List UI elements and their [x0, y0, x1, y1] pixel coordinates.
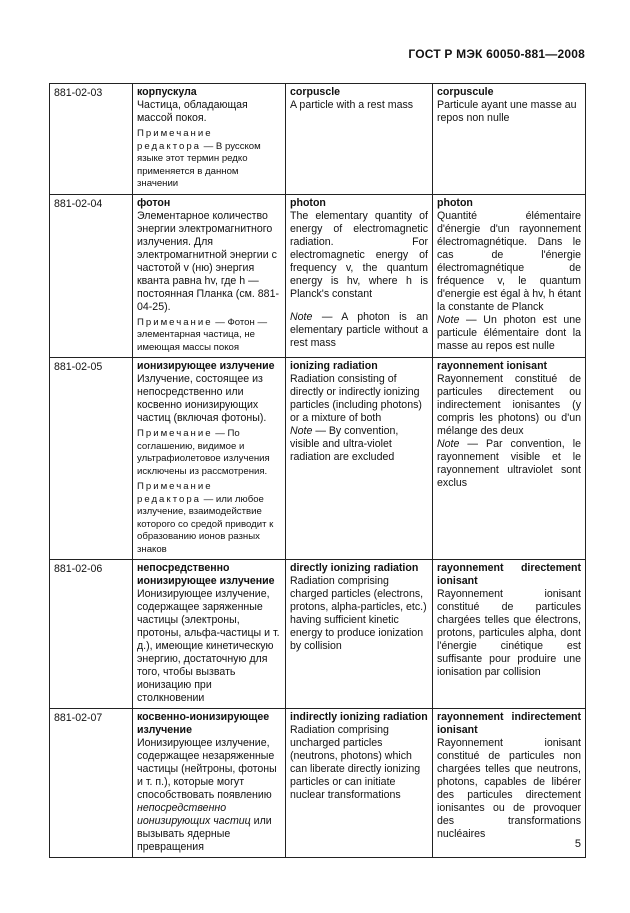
french-cell [433, 358, 586, 560]
french-definition: Particule ayant une masse au repos non nulle [437, 99, 577, 124]
russian-definition: Ионизирующее излучение, содержащее заряженные частицы (электроны, протоны, альфа-частицы и т. д.), имеющие кинетическую энергию, достаточную для того, чтобы вызвать ионизацию при столкновении [137, 588, 280, 704]
term-code: 881-02-07 [50, 709, 133, 858]
note-text: — В русском языке этот термин редко применяется в данном значении [137, 140, 261, 189]
french-term: rayonnement directement ionisant [437, 562, 581, 587]
note-label: Note [290, 425, 313, 437]
french-term: corpuscule [437, 86, 494, 98]
russian-term: корпускула [137, 86, 197, 98]
russian-definition [137, 737, 281, 854]
russian-cell [133, 560, 286, 709]
russian-cell [133, 709, 286, 858]
term-code: 881-02-05 [50, 358, 133, 560]
russian-note [137, 317, 281, 355]
document-header: ГОСТ Р МЭК 60050-881—2008 [408, 47, 585, 61]
english-definition: A particle with a rest mass [290, 99, 414, 111]
english-cell [286, 709, 433, 858]
english-cell [286, 560, 433, 709]
french-cell [433, 560, 586, 709]
english-term: ionizing radiation [290, 360, 378, 372]
english-term: indirectly ionizing radiation [290, 711, 428, 723]
french-cell [433, 84, 586, 195]
definition-text-end: или вызывать ядерные превращения [137, 815, 272, 853]
french-term: photon [437, 196, 473, 209]
french-definition: Rayonnement constitué de particules directement ou indirectement ionisantes (y compris les photons) ou d'un mélange des deux [437, 373, 581, 437]
russian-term: ионизирующее излучение [137, 360, 275, 372]
term-code: 881-02-03 [50, 84, 133, 195]
english-note [290, 311, 428, 350]
table-row [50, 709, 586, 858]
note-label: Note [437, 313, 460, 326]
note-label: Примечание редактора [137, 481, 213, 505]
english-term: directly ionizing radiation [290, 562, 419, 574]
french-note [437, 314, 581, 353]
french-definition: Rayonnement ionisant constitué de particules non chargées telles que neutrons, photons, capables de libérer des particules directement ionisantes ou de provoquer des transformations nucléaires [437, 737, 581, 840]
note-text: — По соглашению, видимое и ультрафиолетовое излучения исключены из рассмотрения. [137, 428, 270, 477]
french-cell [433, 709, 586, 858]
french-term: rayonnement ionisant [437, 360, 548, 372]
note-text: — By convention, visible and ultra-violet radiation are excluded [290, 425, 399, 463]
russian-note [137, 128, 281, 191]
russian-definition: Излучение, состоящее из непосредственно или косвенно ионизирующих частиц (включая фотоны). [137, 373, 267, 424]
french-cell [433, 194, 586, 358]
definition-text: Ионизирующее излучение, содержащее незаряженные частицы (нейтроны, фотоны и т. п.), которые могут способствовать появлению [137, 737, 277, 801]
english-definition: Radiation comprising charged particles (electrons, protons, alpha-particles, etc.) having sufficient kinetic energy to produce ionization by collision [290, 575, 427, 652]
note-text: — или любое излучение, взаимодействие которого со средой приводит к образованию ионов разных знаков [137, 493, 274, 555]
russian-term: косвенно-ионизирующее излучение [137, 711, 270, 736]
note-text: — A photon is an elementary particle without a rest mass [290, 310, 428, 349]
french-definition: Quantité élémentaire d'énergie d'un rayonnement électromagnétique. Dans le cas de l'énergie électromagnétique de fréquence v, le quantum d'energie est égal à hv, h étant la constante de Planck [437, 209, 581, 313]
french-note [437, 438, 581, 490]
page-number: 5 [574, 838, 581, 850]
term-code: 881-02-04 [50, 194, 133, 358]
russian-note [137, 428, 281, 478]
english-definition: The elementary quantity of energy of electromagnetic radiation. For electromagnetic energy of frequency v, the quantum energy is hv, where h is Planck's constant [290, 209, 428, 300]
english-cell [286, 84, 433, 195]
russian-cell [133, 358, 286, 560]
table-row [50, 358, 586, 560]
note-label: Примечание редактора [137, 128, 213, 152]
note-label: Примечание [137, 428, 213, 439]
table-row [50, 84, 586, 195]
table-row [50, 194, 586, 358]
english-note [290, 425, 428, 464]
terminology-table [49, 83, 586, 858]
note-text: — Un photon est une particule élémentaire dont la masse au repos est nulle [437, 313, 581, 352]
english-term: corpuscle [290, 86, 341, 98]
russian-definition: Частица, обладающая массой покоя. [137, 99, 248, 124]
table-row [50, 560, 586, 709]
definition-emphasis: непосредственно ионизирующих частиц [137, 802, 251, 827]
note-text: — Фотон — элементарная частица, не имеющая массы покоя [137, 316, 268, 353]
french-term: rayonnement indirectement ionisant [437, 711, 581, 736]
note-label: Note [290, 310, 313, 323]
russian-term: непосредственно ионизирующее излучение [137, 562, 275, 587]
english-term: photon [290, 196, 326, 209]
russian-term: фотон [137, 196, 171, 209]
english-cell [286, 194, 433, 358]
english-definition: Radiation comprising uncharged particles (neutrons, photons) which can liberate directly ionizing particles or can initiate nuclear transformations [290, 724, 421, 801]
english-cell [286, 358, 433, 560]
english-definition: Radiation consisting of directly or indirectly ionizing particles (including photons) or a mixture of both [290, 373, 422, 424]
russian-cell [133, 84, 286, 195]
french-definition: Rayonnement ionisant constitué de particules chargées telles que électrons, protons, particules alpha, dont l'énergie cinétique est suffisante pour produire une ionisation par collision [437, 588, 581, 678]
note-label: Note [437, 438, 460, 450]
note-text: — Par convention, le rayonnement visible et le rayonnement ultraviolet sont exclus [437, 438, 581, 489]
russian-cell [133, 194, 286, 358]
note-label: Примечание [137, 316, 213, 328]
russian-definition: Элементарное количество энергии электромагнитного излучения. Для электромагнитной энергии с частотой v (ню) энергия кванта равна hv, где h — постоянная Планка (см. 881-04-25). [137, 209, 279, 313]
term-code: 881-02-06 [50, 560, 133, 709]
russian-editor-note [137, 481, 281, 556]
